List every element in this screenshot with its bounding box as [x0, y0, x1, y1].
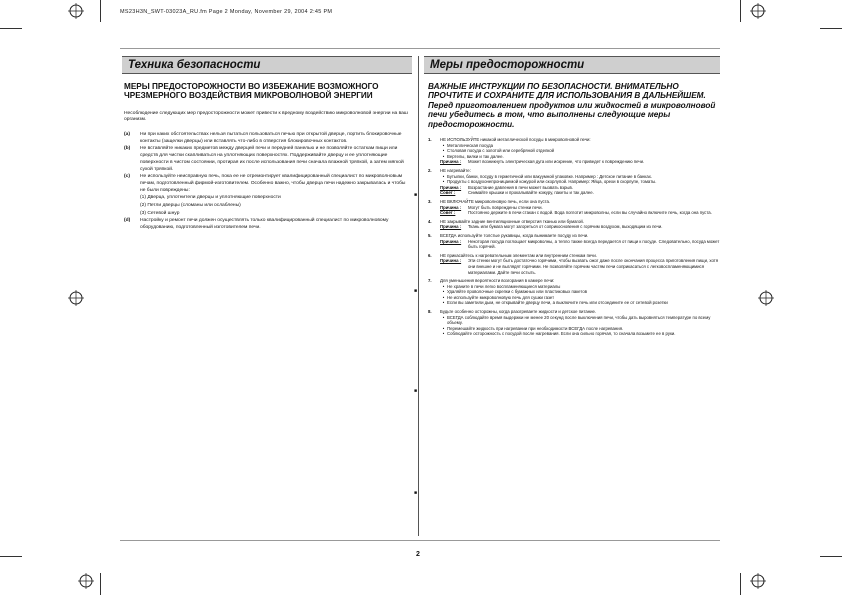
right-list-item: [428, 219, 720, 230]
right-column: [428, 82, 720, 340]
left-column: [124, 82, 409, 233]
top-rule: [120, 48, 720, 49]
left-list-item: [124, 146, 409, 173]
item-marker: (c): [124, 174, 130, 180]
item-body: [440, 253, 720, 275]
bullet-text: ВСЕГДА соблюдайте время выдержки не менее 20 секунд после выключения печи, чтобы дать выровняться температуре по всему объему.: [447, 314, 711, 326]
item-marker: [124, 203, 140, 210]
item-text: Ни при каких обстоятельствах нельзя пытаться пользоваться печью при открытой дверце, портить блокировочные контакты (защелки дверцы) или вставлять что-либо в отверстия блокировочных контактов.: [140, 132, 402, 144]
item-body: [440, 233, 720, 250]
bullet-icon: •: [442, 325, 445, 331]
left-list-item: [124, 218, 409, 231]
left-items: [124, 132, 409, 232]
registration-mark-icon: [750, 573, 766, 589]
item-number: 7.: [428, 278, 432, 284]
left-title: МЕРЫ ПРЕДОСТОРОЖНОСТИ ВО ИЗБЕЖАНИЕ ВОЗМОЖНОГО ЧРЕЗМЕРНОГО ВОЗДЕЙСТВИЯ МИКРОВОЛНОВОЙ ЭНЕРГИИ: [124, 82, 379, 101]
column-divider: [418, 56, 419, 536]
note-text: Эти стенки могут быть достаточно горячими, чтобы вызвать ожог даже после окончания процесса приготовления пищи, хотя они внешне и не выглядят горячими. Не позволяйте горячим частям печи соприкасаться с легковоспламеняющимися материалами. Дайте печи остыть.: [468, 258, 719, 275]
left-header-title: Техника безопасности: [128, 59, 261, 71]
item-text: (1) Дверца, уплотнители дверцы и уплотняющие поверхности: [140, 195, 281, 201]
note-line: [440, 224, 720, 230]
item-lead-text: НЕ ИСПОЛЬЗУЙТЕ никакой металлической посуды в микроволновой печи:: [440, 137, 591, 143]
crop-mark-icon: [740, 0, 741, 22]
bullet-text: Удаляйте проволочные скрепки с бумажных или пластиковых пакетов: [447, 289, 587, 295]
item-number: 1.: [428, 137, 432, 143]
registration-mark-icon: [758, 290, 774, 306]
registration-mark-icon: [750, 3, 766, 19]
crop-mark-icon: [0, 28, 22, 29]
item-number: 5.: [428, 232, 432, 238]
bullet-icon: •: [442, 153, 445, 159]
note-line: [440, 210, 720, 216]
item-text: Не вставляйте никаких предметов между дверцей печи и передней панелью и не позволяйте остаткам пищи или средств для чистки скапливаться на уплотняющих поверхностях. Поддерживайте дверцу и ее уплотняющие поверхности в чистом состоянии, протирая их после использования печи сначала влажной тряпкой, а затем мягкой сухой тряпкой.: [140, 146, 404, 172]
left-intro: Несоблюдение следующих мер предосторожности может привести к вредному воздействию микроволновой энергии на ваш организм.: [124, 110, 408, 123]
registration-mark-icon: [68, 3, 84, 19]
left-list-item: [124, 174, 409, 194]
item-lead-text: НЕ закрывайте задние вентиляционные отверстия тканью или бумагой.: [440, 218, 584, 224]
bullet-text: Если вы заметили дым, не открывайте дверцу печи, а выключите печь или отсоедините ее от сетевой розетки: [447, 300, 668, 306]
crop-mark-icon: [740, 573, 741, 595]
item-text: Настройку и ремонт печи должен осуществлять только квалифицированный специалист по микроволновому оборудованию, подготовленный изготовителем печи.: [140, 218, 389, 231]
right-subtitle: Перед приготовлением продуктов или жидкостей в микроволновой печи убедитесь в том, что выполнены следующие меры предосторожности.: [428, 100, 716, 129]
bottom-rule: [120, 540, 720, 541]
left-list-item: [124, 195, 409, 202]
note-line: [440, 239, 720, 250]
right-header-title: Меры предосторожности: [430, 59, 585, 71]
bullet-line: [440, 315, 720, 326]
item-lead-text: ВСЕГДА используйте толстые рукавицы, когда вынимаете посуду из печи.: [440, 232, 589, 238]
note-label: Причина :: [440, 159, 462, 165]
right-title: ВАЖНЫЕ ИНСТРУКЦИИ ПО БЕЗОПАСНОСТИ. ВНИМАТЕЛЬНО ПРОЧТИТЕ И СОХРАНИТЕ ДЛЯ ИСПОЛЬЗОВАНИЯ В ДАЛЬНЕЙШЕМ.: [428, 82, 706, 101]
item-lead-text: НЕ прикасайтесь к нагревательным элементам или внутренним стенкам печи.: [440, 252, 597, 258]
page-number: 2: [416, 551, 420, 558]
note-label: Причина :: [440, 224, 462, 230]
item-body: [440, 168, 720, 196]
item-marker: [124, 211, 140, 218]
item-lead-text: НЕ нагревайте:: [440, 168, 471, 173]
bullet-icon: •: [442, 289, 445, 295]
left-list-item: [124, 203, 409, 210]
registration-mark-icon: [78, 573, 94, 589]
bullet-icon: •: [442, 331, 445, 337]
file-info: MS23H3N_SWT-03023A_RU.fm Page 2 Monday, November 29, 2004 2:45 PM: [120, 9, 333, 15]
bullet-text: Бутылки, банки, посуду в герметичной или вакуумной упаковке. Например : Детское питание в банках.: [447, 173, 653, 179]
item-text: (2) Петли дверцы (сломаны или ослаблены): [140, 203, 241, 209]
note-text: Некоторая посуда поглощает микроволны, а тепло также всегда передается от пищи к посуде. Следовательно, посуда может быть горячей.: [468, 238, 720, 250]
bullet-icon: •: [442, 294, 445, 300]
note-label: Совет :: [440, 190, 456, 196]
crop-mark-icon: [820, 556, 842, 557]
crop-mark-icon: [820, 28, 842, 29]
item-number: 2.: [428, 168, 432, 173]
note-text: Ткань или бумага могут загореться от соприкосновения с горячим воздухом, выходящим из печи.: [468, 224, 663, 230]
bullet-text: Продукты с воздухонепроницаемой кожурой или скорлупой. Например: Яйца, орехи в скорлупе, томаты.: [447, 179, 657, 185]
item-body: [440, 278, 720, 306]
bullet-line: [440, 331, 720, 337]
bullet-icon: •: [442, 179, 445, 185]
note-label: Причина :: [440, 204, 462, 210]
right-list-item: [428, 168, 720, 196]
item-number: 6.: [428, 252, 432, 258]
item-text: Не используйте неисправную печь, пока ее не отремонтирует квалифицированный специалист по микроволновым печам, подготовленный фирмой-изготовителем. Особенно важно, чтобы дверца печи надежно закрывалась и чтобы не были повреждены:: [140, 174, 406, 193]
item-lead-text: Для уменьшения вероятности возгорания в камере печи:: [440, 278, 555, 284]
bullet-icon: •: [442, 283, 445, 289]
item-number: 4.: [428, 218, 432, 224]
side-mark: ■: [414, 288, 418, 294]
right-list-item: [428, 199, 720, 216]
item-marker: (d): [124, 218, 131, 224]
note-text: Могут быть повреждены стенки печи.: [468, 204, 543, 210]
crop-mark-icon: [0, 556, 22, 557]
note-text: Может возникнуть электрическая дуга или искрение, что приведет к повреждению печи.: [468, 159, 645, 165]
item-body: [440, 219, 720, 230]
right-list-item: [428, 309, 720, 337]
note-line: [440, 258, 720, 275]
bullet-text: Столовая посуда с золотой или серебряной отделкой: [447, 148, 555, 154]
bullet-icon: •: [442, 148, 445, 154]
note-text: Постоянно держите в печи стакан с водой. Вода поглотит микроволны, если вы случайно включите печь, когда она пуста.: [468, 210, 712, 216]
registration-mark-icon: [68, 290, 84, 306]
note-label: Причина :: [440, 238, 462, 244]
item-body: [440, 199, 720, 216]
side-mark: ■: [414, 388, 418, 394]
note-label: Совет :: [440, 210, 456, 216]
bullet-text: Не храните в печи легко воспламеняющиеся материалы: [447, 283, 561, 289]
note-text: Снимайте крышки и прокалывайте кожуру, пакеты и так далее.: [468, 190, 594, 196]
note-label: Причина :: [440, 258, 462, 264]
note-text: Возрастание давления в печи может вызвать взрыв.: [468, 184, 573, 190]
note-line: [440, 159, 720, 165]
left-list-item: [124, 211, 409, 218]
side-mark: ■: [414, 192, 418, 198]
item-lead-text: Будьте особенно осторожны, когда разогреваете жидкости и детское питание.: [440, 309, 597, 315]
item-lead-text: НЕ ВКЛЮЧАЙТЕ микроволновую печь, если она пуста.: [440, 198, 551, 204]
bullet-text: Соблюдайте осторожность с посудой после нагревания. Если она сильно горячая, то сначала возьмите ее в руки.: [447, 331, 676, 337]
note-label: Причина :: [440, 184, 462, 190]
right-list-item: [428, 253, 720, 275]
bullet-icon: •: [442, 300, 445, 306]
right-list-item: [428, 137, 720, 165]
bullet-text: Вертелы, вилки и так далее.: [447, 153, 504, 159]
right-list-item: [428, 278, 720, 306]
bullet-icon: •: [442, 142, 445, 148]
crop-mark-icon: [100, 0, 101, 22]
item-marker: (a): [124, 132, 130, 137]
item-body: [440, 309, 720, 337]
bullet-line: [440, 300, 720, 306]
item-body: [440, 137, 720, 165]
item-text: (3) Сетевой шнур: [140, 210, 180, 216]
item-marker: [124, 195, 140, 202]
bullet-icon: •: [442, 173, 445, 179]
side-mark: ■: [414, 490, 418, 496]
left-section-header: [122, 56, 412, 74]
right-items: [428, 137, 720, 337]
right-list-item: [428, 233, 720, 250]
note-line: [440, 190, 720, 196]
bullet-text: Не используйте микроволновую печь для сушки газет: [447, 294, 555, 300]
bullet-text: Металлическая посуда: [447, 142, 494, 148]
left-list-item: [124, 132, 409, 145]
crop-mark-icon: [100, 573, 101, 595]
right-section-header: [424, 56, 720, 74]
item-number: 3.: [428, 198, 432, 204]
item-number: 8.: [428, 309, 432, 315]
bullet-icon: •: [442, 314, 445, 320]
bullet-text: Перемешайте жидкость при нагревании при необходимости ВСЕГДА после нагревания.: [447, 325, 624, 331]
item-marker: (b): [124, 146, 131, 152]
